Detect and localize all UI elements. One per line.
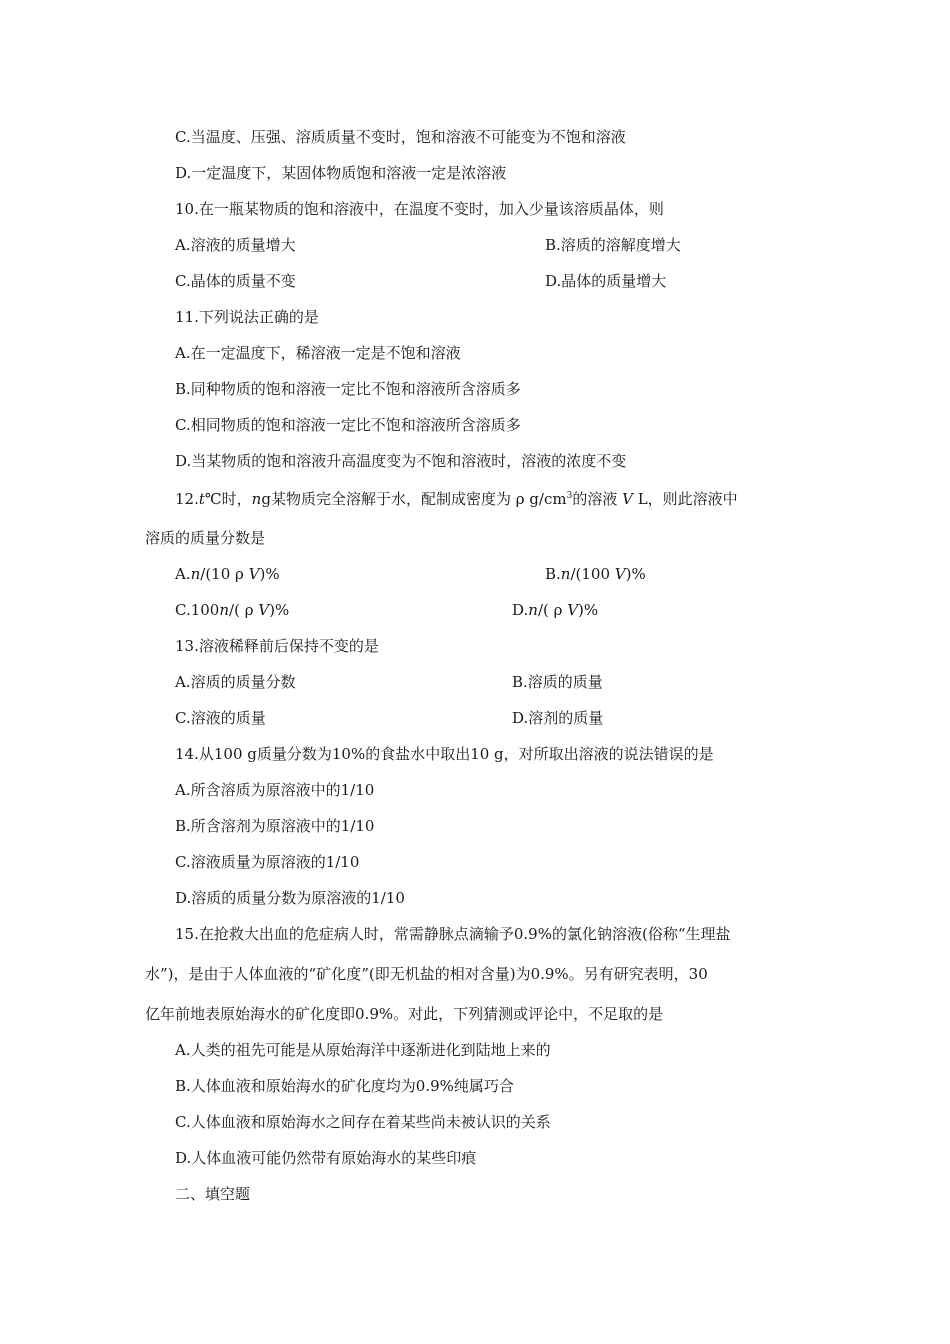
q12-option-d xyxy=(512,600,598,620)
q12-c-v: V xyxy=(258,601,270,619)
q9-option-d: D.一定温度下，某固体物质饱和溶液一定是浓溶液 xyxy=(175,164,507,182)
q12-d-mid: /( ρ xyxy=(537,601,568,619)
q14-option-a: A.所含溶质为原溶液中的1/10 xyxy=(175,781,375,799)
q12-b-prefix: B. xyxy=(545,565,561,583)
q15-option-b: B.人体血液和原始海水的矿化度均为0.9%纯属巧合 xyxy=(175,1077,514,1095)
q12-b-v: V xyxy=(614,565,626,583)
q11-option-b: B.同种物质的饱和溶液一定比不饱和溶液所含溶质多 xyxy=(175,380,521,398)
q9-option-c: C.当温度、压强、溶质质量不变时，饱和溶液不可能变为不饱和溶液 xyxy=(175,128,626,146)
q13-stem: 13.溶液稀释前后保持不变的是 xyxy=(175,637,379,655)
q14-option-c: C.溶液质量为原溶液的1/10 xyxy=(175,853,360,871)
q12-stem xyxy=(175,489,738,509)
q14-option-b: B.所含溶剂为原溶液中的1/10 xyxy=(175,817,375,835)
q10-option-d: D.晶体的质量增大 xyxy=(545,272,667,290)
q10-option-a: A.溶液的质量增大 xyxy=(175,236,296,254)
q12-stem-part4: L，则此溶液中 xyxy=(632,490,738,508)
q12-b-end: )% xyxy=(625,565,646,583)
q15-stem-line2: 水”)，是由于人体血液的“矿化度”(即无机盐的相对含量)为0.9%。另有研究表明，30 xyxy=(145,965,708,983)
q11-option-a: A.在一定温度下，稀溶液一定是不饱和溶液 xyxy=(175,344,461,362)
q15-stem-line1: 15.在抢救大出血的危症病人时，常需静脉点滴输予0.9%的氯化钠溶液(俗称“生理盐 xyxy=(175,925,731,943)
q10-option-b: B.溶质的溶解度增大 xyxy=(545,236,681,254)
q12-stem-part1: ℃时， xyxy=(204,490,252,508)
q13-option-a: A.溶质的质量分数 xyxy=(175,673,296,691)
q12-a-mid: /(10 ρ xyxy=(200,565,249,583)
q12-d-end: )% xyxy=(578,601,599,619)
q12-c-mid: /( ρ xyxy=(229,601,259,619)
q12-var-v: V xyxy=(622,490,633,508)
q15-option-d: D.人体血液可能仍然带有原始海水的某些印痕 xyxy=(175,1149,477,1167)
q11-option-d: D.当某物质的饱和溶液升高温度变为不饱和溶液时，溶液的浓度不变 xyxy=(175,452,627,470)
q10-stem: 10.在一瓶某物质的饱和溶液中，在温度不变时，加入少量该溶质晶体，则 xyxy=(175,200,664,218)
q12-d-prefix: D. xyxy=(512,601,529,619)
q12-var-n: n xyxy=(251,490,262,508)
q14-option-d: D.溶质的质量分数为原溶液的1/10 xyxy=(175,889,405,907)
q11-stem: 11.下列说法正确的是 xyxy=(175,308,319,326)
q12-option-c xyxy=(175,600,289,620)
q12-stem-part3: 的溶液 xyxy=(572,490,623,508)
q13-option-d: D.溶剂的质量 xyxy=(512,709,604,727)
q12-b-n: n xyxy=(560,565,571,583)
q14-stem: 14.从100 g质量分数为10%的食盐水中取出10 g，对所取出溶液的说法错误的是 xyxy=(175,745,714,763)
q11-option-c: C.相同物质的饱和溶液一定比不饱和溶液所含溶质多 xyxy=(175,416,521,434)
q12-d-n: n xyxy=(528,601,538,619)
q10-option-c: C.晶体的质量不变 xyxy=(175,272,296,290)
q12-option-a xyxy=(175,564,280,584)
q12-a-prefix: A. xyxy=(175,565,191,583)
q12-exponent: 3 xyxy=(566,491,573,501)
q13-option-b: B.溶质的质量 xyxy=(512,673,603,691)
q12-b-mid: /(100 xyxy=(570,565,615,583)
q15-option-c: C.人体血液和原始海水之间存在着某些尚未被认识的关系 xyxy=(175,1113,551,1131)
q12-stem-continuation: 溶质的质量分数是 xyxy=(145,529,266,547)
q12-option-b xyxy=(545,564,646,584)
q12-c-end: )% xyxy=(269,601,290,619)
q12-var-t: t xyxy=(198,490,205,508)
q12-c-n: n xyxy=(219,601,230,619)
q12-a-v: V xyxy=(248,565,260,583)
q12-d-v: V xyxy=(567,601,579,619)
q15-option-a: A.人类的祖先可能是从原始海洋中逐渐进化到陆地上来的 xyxy=(175,1041,551,1059)
q12-a-n: n xyxy=(190,565,201,583)
q12-c-prefix: C.100 xyxy=(175,601,220,619)
q12-number: 12. xyxy=(175,490,199,508)
q12-stem-part2: g某物质完全溶解于水，配制成密度为 ρ g/cm xyxy=(261,490,567,508)
q13-option-c: C.溶液的质量 xyxy=(175,709,266,727)
section-heading-fill-in: 二、填空题 xyxy=(175,1185,251,1203)
q15-stem-line3: 亿年前地表原始海水的矿化度即0.9%。对此，下列猜测或评论中，不足取的是 xyxy=(145,1005,664,1023)
q12-a-end: )% xyxy=(259,565,280,583)
